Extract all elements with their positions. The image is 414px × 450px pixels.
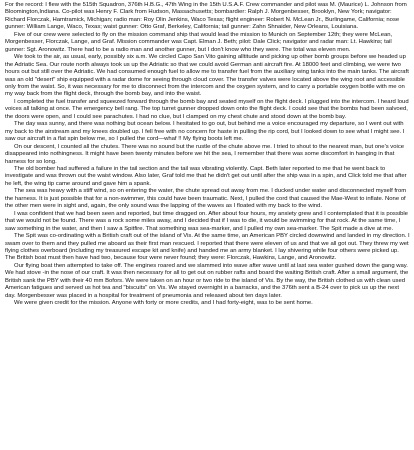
paragraph-crew-roster: For the record: I flew with the 515th Squadron, 376th H.B.G., 47th Wing in the 15th U.S.A.F. Crew commander and pilot was M. (Maurice) L. Johnson from Bloomington,Indiana. Co-pilot was Henry F. Clark from Hudson, Massachusetts; bombardier: Ralph J. Morgenbesser, Brooklyn, New York; navigator: Richard Florczak, Hamtramick, Michigan; radio man: Roy Olin Jenkins, Waco Texas; flight engineer: Robert N. McLean Jr., Burlingame, California; nose gunner: William Lange, Waco, Texas; waist gunner: Otto Graf, Berkeley, California; tail gunner: Zahn Shnaider, New Orleans, Louisiana. (5, 2, 407, 31)
paragraph-water-entry: The sea was heavy with a stiff wind, so on entering the water, the chute spread out away from me. I ducked under water and disconnected myself from the harness. It is just possible that for a non-swimmer, this could have been traumatic. Next, I pulled the cord that caused the Mae-West to inflate. None of the other men were in sight and, again, the only sound was the lapping of the waves as I floated with my back to the wind. (5, 188, 407, 210)
paragraph-bailout: The day was sunny, and there was nothing but ocean below. I hesitated to go out, but behind me a voice encouraged my departure, so I went out with my back to the airstream and my knees doubled up. I fell free with no concern for haste in pulling the rip cord, but I looked down to see what I might see. I saw our aircraft in a flat spin below me, so I pulled the cord—whaf !! My flying boots left me. (5, 121, 405, 143)
paragraph-descent: On our descent, I counted all the chutes. There was no sound but the rustle of the chute above me. I tried to shout to the nearest man, but one's voice disappeared into nothingness. It might have been twenty minutes before we hit the sea, I remember that there was some discomfort in hanging in that harness for so long. (5, 143, 405, 165)
paragraph-takeoff: We took to the air, as usual, early, possibly six a.m. We circled Capo San Vito gaining alltitude and picking up other bomb groups before we headed up the Adriatic Sea. Our route north always took us up the Adriatic so that we could avoid German anti aircraft fire. At 18000 feet and climbing, we were two hours out but still over the Adriatic. We had consumed enough fuel to allow me to transfer fuel from the auxiliary wing tanks into the main tanks. The aircraft was an old "desert" ship equipped with a radar dome for seeing through cloud cover. The transfer valves were located above the wing root and accessible only from the waist. So, it was necessary for me to disconnect from the intercom and the oxygen system, and to carry a portable oxygen bottle with me on my way back from the flight deck, through the bomb bay, and into the waist. (5, 54, 409, 98)
paragraph-fuel-transfer: I completed the fuel transfer and squeezed forward through the bomb bay and seated myself on the flight deck. I plugged into the intercom. I heard loud voices all talking at once. The emergency bell rang. The top turret gunner dropped down onto the flight deck. I could see that the bombs had been salvoed, the doors were open, and I could see parachutes. I had no clue, but I clamped on my chest chute and stood down at the bomb bay. (5, 98, 409, 120)
paragraph-rescue: The Spit was co-ordinating with a British craft out of the island of Vis. At the same time, an American PBY circled downwind and landed in my direction. I swam over to them and they pulled me aboard as their first man rescued. I reported that there were eleven of us and that we all got out. They threw my wet flying clothes overboard (including my treasured escape kit and knife) and handed me an army blanket. I lay shivering while four others were picked up. The British boat must then have had two, because four were never found; they were: Florczak, Hawkins, Lange, and Aronowitz. (5, 233, 410, 262)
paragraph-flying-boat: Our flying boat then attempted to take off. The engines roared and we slammed into wave after wave until at last sea water gushed down the gang way. We had stove -in the nose of our craft. It was then necessary for all to get out on rubber rafts and board the waiting British craft. After a small argument, the British sank the PBY with their 40 mm Bofors. We were taken on an hour or two ride to the island of Vis. By the way, the British clothed us with clean used American fatigues and served us hot tea and "biscuits" on Vis. We stayed overnight in a barracks, and the 376th sent a B-24 over to pick us up the next day. Morgenbesser was placed in a hospital for treatment of pneumonia and released about ten days later. (5, 262, 409, 299)
paragraph-tail-failure: The old bomber had suffered a failure in the tail section and the tail was vibrating violently. Capt. Beth later reported to me that he went back to investigate and was thrown out the waist window. Also later, Graf told me that he didn't get out until after the ship was in a spin, and Click told me that after he left, the wing tip came around and gave him a spank. (5, 165, 407, 187)
paragraph-waiting: I was confident that we had been seen and reported, but time dragged on. After about four hours, my anxiety grew and I contemplated that it is possible that we would not be found. There was a rock some miles away, and I decided that if I was to die, it would be swimming for that rock. At the same time, I saw something in the water, and then I saw a Spitfire. That something was sea-marker, and I pulled my own sea-marker. The Spit made a dive at me. (5, 210, 408, 232)
paragraph-mission-credit: We were given credit for the mission. Anyone with forty or more credits, and I had forty-eight, was to be sent home. (14, 300, 313, 307)
paragraph-command-ship: Five of our crew were selected to fly on the mission command ship that would lead the mission to Munich on September 12th; they were McLean, Morgenbesser, Florczak, Lange, and Graf. Mission commander was Capt. Elman J. Beth; pilot: Dale Click; navigator and radar man: Lt. Hawkins; tail gunner: Sgt. Aronowitz. There had to be a radio man and another gunner, but I don't know who they were. The total was eleven men. (5, 31, 393, 53)
